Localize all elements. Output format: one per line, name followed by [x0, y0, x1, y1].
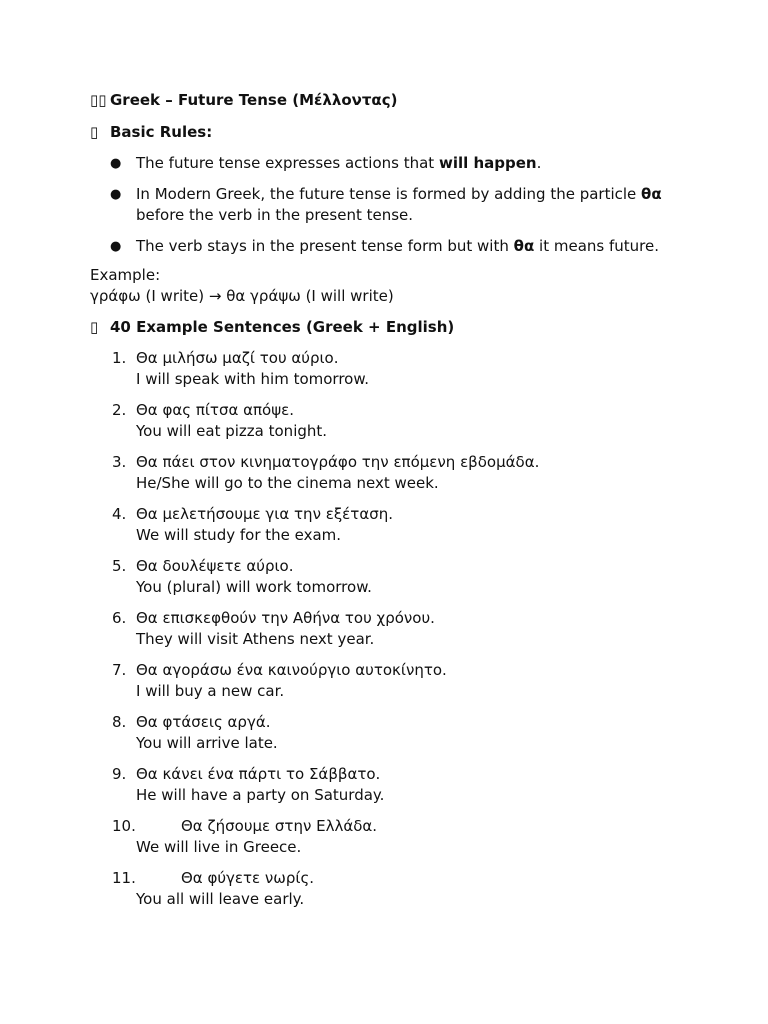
rule-text-before: The verb stays in the present tense form but with — [136, 237, 514, 255]
sentence-item — [90, 400, 680, 442]
basic-rules-heading-text: Basic Rules: — [110, 123, 213, 141]
sentence-greek: Θα φτάσεις αργά. — [136, 713, 271, 731]
sentence-greek: Θα ζήσουμε στην Ελλάδα. — [181, 817, 378, 835]
sentence-item — [90, 452, 680, 494]
sentence-greek: Θα επισκεφθούν την Αθήνα του χρόνου. — [136, 609, 435, 627]
document-title — [90, 90, 680, 111]
example-sentences-heading — [90, 317, 680, 338]
sentence-greek: Θα μελετήσουμε για την εξέταση. — [136, 505, 393, 523]
sentence-item — [90, 712, 680, 754]
sentence-greek: Θα μιλήσω μαζί του αύριο. — [136, 349, 339, 367]
sentence-english: You will eat pizza tonight. — [136, 422, 328, 440]
sentence-english: We will live in Greece. — [136, 838, 302, 856]
rule-text-before: In Modern Greek, the future tense is formed by adding the particle — [136, 185, 642, 203]
sentence-greek: Θα φύγετε νωρίς. — [181, 869, 315, 887]
document-page — [90, 90, 680, 920]
sentence-greek: Θα κάνει ένα πάρτι το Σάββατο. — [136, 765, 381, 783]
sentence-english: I will buy a new car. — [136, 682, 285, 700]
sentence-number: 7. — [112, 661, 127, 679]
sentence-number: 5. — [112, 557, 127, 575]
sentence-item — [90, 556, 680, 598]
rule-item — [90, 153, 680, 174]
sentence-english: You all will leave early. — [136, 890, 305, 908]
example-text: γράφω (I write) → θα γράψω (I will write) — [90, 287, 394, 305]
sentence-item — [90, 504, 680, 546]
greece-flag-icon: ▯▯ — [90, 91, 107, 109]
sentence-english: He will have a party on Saturday. — [136, 786, 385, 804]
rule-item — [90, 184, 680, 226]
sentence-number: 2. — [112, 401, 127, 419]
basic-rules-heading — [90, 122, 680, 143]
document-title-text: Greek – Future Tense (Μέλλοντας) — [110, 91, 398, 109]
memo-icon: ▯ — [90, 318, 99, 336]
sentence-item — [90, 348, 680, 390]
bullet-icon: ● — [110, 239, 122, 254]
sentence-english: You (plural) will work tomorrow. — [136, 578, 372, 596]
sentence-greek: Θα φας πίτσα απόψε. — [136, 401, 294, 419]
sentence-english: He/She will go to the cinema next week. — [136, 474, 439, 492]
sentence-english: You will arrive late. — [136, 734, 278, 752]
rule-text-after: . — [536, 154, 542, 172]
example-block — [90, 265, 680, 307]
bullet-icon: ● — [110, 156, 122, 171]
sentence-item — [90, 660, 680, 702]
example-sentences-heading-text: 40 Example Sentences (Greek + English) — [110, 318, 455, 336]
sentence-english: I will speak with him tomorrow. — [136, 370, 370, 388]
sentence-english: We will study for the exam. — [136, 526, 342, 544]
sentence-greek: Θα δουλέψετε αύριο. — [136, 557, 294, 575]
pin-icon: ▯ — [90, 123, 99, 141]
sentences-list — [90, 348, 680, 910]
sentence-number: 6. — [112, 609, 127, 627]
rule-item — [90, 236, 680, 257]
sentence-greek: Θα πάει στον κινηματογράφο την επόμενη εβδομάδα. — [136, 453, 540, 471]
rule-text-bold: θα — [641, 185, 662, 203]
sentence-number: 10. — [112, 817, 136, 835]
example-label: Example: — [90, 266, 161, 284]
rule-text-after: it means future. — [534, 237, 659, 255]
sentence-item — [90, 764, 680, 806]
sentence-item — [90, 816, 680, 858]
sentence-number: 8. — [112, 713, 127, 731]
sentence-number: 3. — [112, 453, 127, 471]
rule-text-bold: will happen — [438, 154, 537, 172]
sentence-number: 4. — [112, 505, 127, 523]
rule-text-after: before the verb in the present tense. — [136, 206, 414, 224]
rule-text-before: The future tense expresses actions that — [136, 154, 439, 172]
rule-text-bold: θα — [513, 237, 535, 255]
sentence-greek: Θα αγοράσω ένα καινούργιο αυτοκίνητο. — [136, 661, 447, 679]
sentence-number: 11. — [112, 869, 136, 887]
rules-list — [90, 153, 680, 257]
sentence-number: 1. — [112, 349, 127, 367]
bullet-icon: ● — [110, 187, 122, 202]
sentence-english: They will visit Athens next year. — [136, 630, 375, 648]
sentence-item — [90, 868, 680, 910]
sentence-item — [90, 608, 680, 650]
sentence-number: 9. — [112, 765, 127, 783]
